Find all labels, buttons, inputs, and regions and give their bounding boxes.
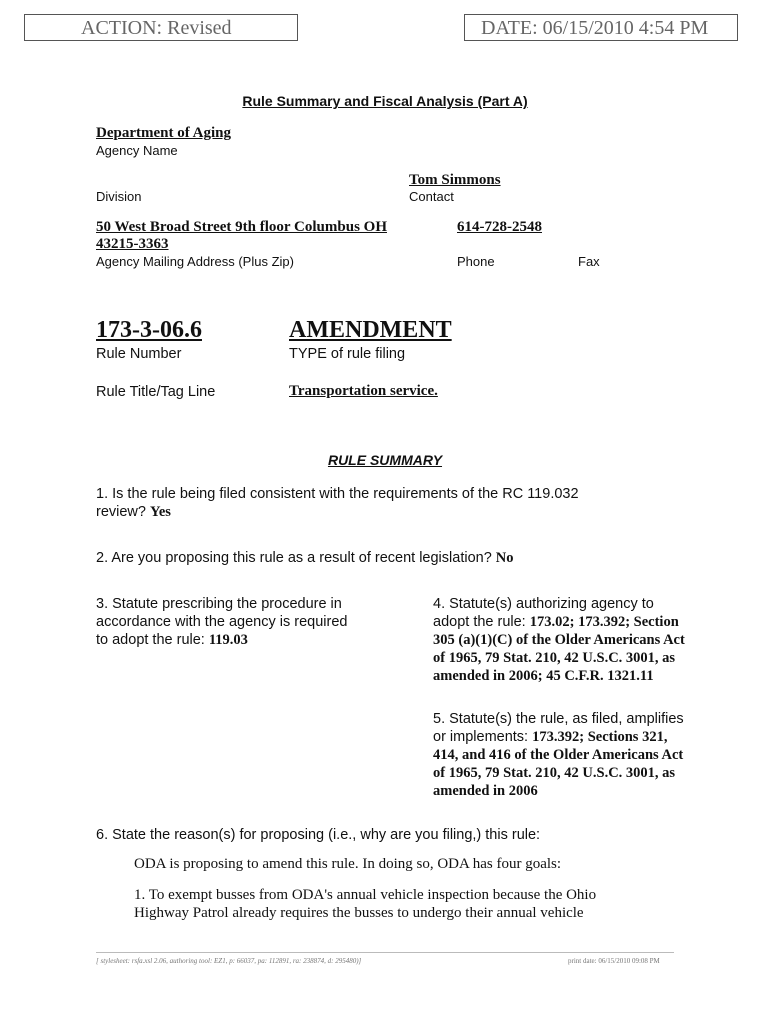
question-2-answer: No <box>495 550 514 566</box>
footer-divider <box>96 952 674 953</box>
question-5-line2 <box>433 728 753 746</box>
phone-value: 614-728-2548 <box>457 219 542 235</box>
question-2 <box>96 549 514 567</box>
question-6: 6. State the reason(s) for proposing (i.e., why are you filing,) this rule: <box>96 827 541 843</box>
rule-number-value: 173-3-06.6 <box>96 317 202 343</box>
question-2-text: 2. Are you proposing this rule as a result of recent legislation? <box>96 550 492 566</box>
page-title: Rule Summary and Fiscal Analysis (Part A) <box>242 93 528 109</box>
agency-name-label: Agency Name <box>96 143 178 158</box>
question-3-line3 <box>96 631 406 649</box>
question-4 <box>433 595 753 685</box>
address-label: Agency Mailing Address (Plus Zip) <box>96 254 294 269</box>
action-box <box>24 14 298 41</box>
reason-paragraph-2-line2: Highway Patrol already requires the busses to undergo their annual vehicle <box>134 905 584 921</box>
question-3-answer: 119.03 <box>208 632 248 648</box>
rule-title-label: Rule Title/Tag Line <box>96 384 216 400</box>
date-box <box>464 14 738 41</box>
phone-label: Phone <box>457 254 495 269</box>
question-1 <box>96 485 579 521</box>
question-1-answer: Yes <box>150 504 171 520</box>
question-5-answer-3: of 1965, 79 Stat. 210, 42 U.S.C. 3001, as <box>433 765 676 781</box>
question-1-text2: review? <box>96 504 146 520</box>
question-4-answer-3: of 1965, 79 Stat. 210, 42 U.S.C. 3001, as <box>433 650 676 666</box>
fax-label: Fax <box>578 254 600 269</box>
question-4-answer-1: 173.02; 173.392; Section <box>529 614 679 630</box>
question-3-line1: 3. Statute prescribing the procedure in <box>96 596 342 612</box>
address-line1: 50 West Broad Street 9th floor Columbus OH <box>96 219 387 235</box>
rule-title-value: Transportation service. <box>289 383 438 399</box>
contact-label: Contact <box>409 189 454 204</box>
footer-print-date: print date: 06/15/2010 09:08 PM <box>568 957 660 965</box>
question-4-line1: 4. Statute(s) authorizing agency to <box>433 596 654 612</box>
rule-type-label: TYPE of rule filing <box>289 346 406 362</box>
address-line2: 43215-3363 <box>96 236 169 252</box>
agency-name-value: Department of Aging <box>96 125 231 141</box>
action-label: ACTION: Revised <box>81 17 232 39</box>
question-4-text2: adopt the rule: <box>433 614 526 630</box>
reason-paragraph-2 <box>134 886 596 922</box>
date-label: DATE: 06/15/2010 4:54 PM <box>481 17 709 39</box>
division-label: Division <box>96 189 142 204</box>
rule-summary-heading: RULE SUMMARY <box>327 452 443 468</box>
reason-paragraph-2-line1: 1. To exempt busses from ODA's annual vehicle inspection because the Ohio <box>134 887 597 903</box>
question-5 <box>433 710 753 800</box>
question-3-line2: accordance with the agency is required <box>96 614 348 630</box>
contact-value: Tom Simmons <box>409 172 501 188</box>
question-5-answer-1: 173.392; Sections 321, <box>532 729 668 745</box>
reason-paragraph-1: ODA is proposing to amend this rule. In doing so, ODA has four goals: <box>134 856 562 872</box>
rule-type-value: AMENDMENT <box>289 317 452 343</box>
question-5-line1: 5. Statute(s) the rule, as filed, amplifies <box>433 711 684 727</box>
question-4-answer-2: 305 (a)(1)(C) of the Older Americans Act <box>433 632 685 648</box>
question-1-line2 <box>96 503 579 521</box>
question-4-line2 <box>433 613 753 631</box>
footer-stylesheet-info: [ stylesheet: rsfa.xsl 2.06, authoring tool: EZ1, p: 66037, pa: 112891, ra: 238874, d: 295480)] <box>96 957 362 965</box>
question-5-text2: or implements: <box>433 729 529 745</box>
question-3 <box>96 595 406 649</box>
question-4-answer-4: amended in 2006; 45 C.F.R. 1321.11 <box>433 668 654 684</box>
question-1-line1: 1. Is the rule being filed consistent with the requirements of the RC 119.032 <box>96 486 579 502</box>
question-5-answer-4: amended in 2006 <box>433 783 538 799</box>
question-3-text3: to adopt the rule: <box>96 632 205 648</box>
question-5-answer-2: 414, and 416 of the Older Americans Act <box>433 747 684 763</box>
rule-number-label: Rule Number <box>96 346 182 362</box>
